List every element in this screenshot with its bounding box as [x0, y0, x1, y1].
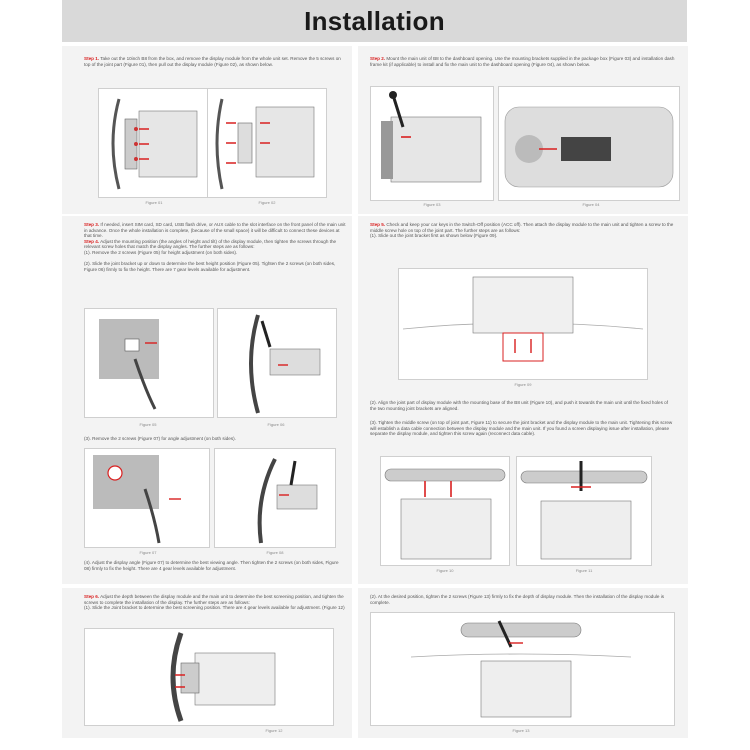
header-bar: [62, 0, 687, 42]
step5-p2-text: (2). Align the joint part of display module with the mounting base of the B8 unit (Figure 10), and push it towards the main unit until the fixed holes of the two mounting joint brackets are aligned.: [370, 400, 668, 411]
figure-08-drawing: [215, 449, 335, 547]
step5-p1: (1). Slide out the joint bracket first as shown below (Figure 09).: [370, 233, 498, 239]
figure-04-drawing: [499, 87, 679, 200]
figure-04: [498, 86, 680, 201]
caption-figure-11: Figure 11: [575, 568, 593, 573]
figure-10: [380, 456, 510, 566]
caption-figure-10: Figure 10: [436, 568, 454, 573]
figure-01-drawing: [99, 89, 207, 197]
step1-text: [84, 56, 346, 67]
step5-label: Step 5.: [370, 222, 386, 227]
step4-label: Step 4.: [84, 238, 100, 244]
figure-05: [84, 308, 214, 418]
caption-figure-04: Figure 04: [582, 202, 600, 207]
figure-07: [84, 448, 210, 548]
caption-figure-08: Figure 08: [266, 550, 284, 555]
figure-11-drawing: [517, 457, 651, 565]
caption-figure-06: Figure 06: [267, 422, 285, 427]
figure-02: [207, 88, 327, 198]
figure-12: [84, 628, 334, 726]
caption-figure-07: Figure 07: [139, 550, 157, 555]
step6-label: Step 6.: [84, 594, 100, 599]
step5-body: Check and keep your car keys in the Switch-Off position (ACC off). Then attach the display module to the main unit and tighten a screw to the middle screw hole on top of the joint part. The further steps are as follows:: [370, 222, 674, 233]
step4-p3-text: (3). Remove the 2 screws (Figure 07) for angle adjustment (on both sides).: [84, 436, 236, 441]
page-title: Installation: [304, 5, 445, 36]
caption-figure-02: Figure 02: [258, 200, 276, 205]
figure-06-drawing: [218, 309, 336, 417]
panel-step5: [358, 216, 688, 584]
caption-figure-01: Figure 01: [145, 200, 163, 205]
step2-label: Step 2.: [370, 56, 386, 61]
step6-text: [84, 594, 346, 611]
step5-p3-text: (3). Tighten the middle screw (on top of joint part, Figure 11) to secure the joint bracket and the display module to the main unit. Tightening this screw will establish a data cable connection between the display module and the main unit. If you found a screen displaying issue after installation, please separate the display module, and tighten this screw again (reconnect data cable).: [370, 420, 673, 437]
step3-label: Step 3.: [84, 222, 100, 227]
figure-11: [516, 456, 652, 566]
figure-02-drawing: [208, 89, 326, 197]
step6-body: Adjust the depth between the display module and the main unit to determine the best screening position, and tighten the screws to complete the installation of the display. The further steps are as follows:: [84, 594, 344, 605]
step4-p1: (1). Remove the 2 screws (Figure 05) for height adjustment (on both sides).: [84, 249, 238, 255]
panel-step6-part2: [358, 588, 688, 738]
figure-12-drawing: [85, 629, 333, 725]
figure-01: [98, 88, 208, 198]
step4-p2: (2). Slide the joint bracket up or down to determine the best height position (Figure 05). Tighten the 2 screws (on both sides, Figure 06) firmly to fix the height. There are 7 gear levels available for adjustment.: [84, 261, 336, 272]
step1-body: Take out the 10inch B8 from the box, and remove the display module from the whole unit set. Remove the 5 screws on top of the joint part (Figure 01), then pull out the display module (Figure 02), as shown below.: [84, 56, 341, 67]
caption-figure-13: Figure 13: [512, 728, 530, 733]
figure-03: [370, 86, 494, 201]
step1-label: Step 1.: [84, 56, 100, 61]
panel-step1: [62, 46, 352, 214]
figure-03-drawing: [371, 87, 493, 200]
step4-p4-text: (4). Adjust the display angle (Figure 07) to determine the best viewing angle. Then tighten the 2 screws (on both sides, Figure 08) firmly to fix the height. There are 4 gear levels available for adjustment.: [84, 560, 339, 571]
caption-figure-03: Figure 03: [423, 202, 441, 207]
step3-body: If needed, insert SIM card, SD card, USB flash drive, or AUX cable to the slot interface on the front panel of the main unit in advance. Once the whole installation is complete, (because of the small space) it will be difficult to connect these devices at that time.: [84, 222, 346, 239]
figure-10-drawing: [381, 457, 509, 565]
figure-09-drawing: [399, 269, 647, 379]
step6-p2-text: (2). At the desired position, tighten the 2 screws (Figure 13) firmly to fix the depth of display module. Then the installation of the display module is complete.: [370, 594, 665, 605]
step4-body: Adjust the mounting position (the angles of height and tilt) of the display module, then tighten the screws through the relevant screw holes that match the display angles. The further steps are as follows:: [84, 238, 337, 250]
panel-step3-4: [62, 216, 352, 584]
step2-text: [370, 56, 675, 67]
figure-08: [214, 448, 336, 548]
panel-step2: [358, 46, 688, 214]
step6-p1: (1). Slide the Joint bracket to determine the best screening position. There are 4 gear levels available for adjustment. (Figure 12): [84, 605, 345, 611]
panel-step6: [62, 588, 352, 738]
figure-06: [217, 308, 337, 418]
figure-13-drawing: [371, 613, 674, 725]
step2-body: Mount the main unit of B8 to the dashboard opening. Use the mounting brackets supplied in the package box (Figure 03) and installation dash frame kit (if applicable) to install and fix the main unit to the dashboard opening (Figure 04), as shown below.: [370, 56, 675, 67]
step5-text: [370, 222, 675, 239]
figure-13: [370, 612, 675, 726]
figure-05-drawing: [85, 309, 213, 417]
step3-text: [84, 222, 346, 272]
caption-figure-05: Figure 05: [139, 422, 157, 427]
figure-09: [398, 268, 648, 380]
caption-figure-12: Figure 12: [265, 728, 283, 733]
caption-figure-09: Figure 09: [514, 382, 532, 387]
figure-07-drawing: [85, 449, 209, 547]
